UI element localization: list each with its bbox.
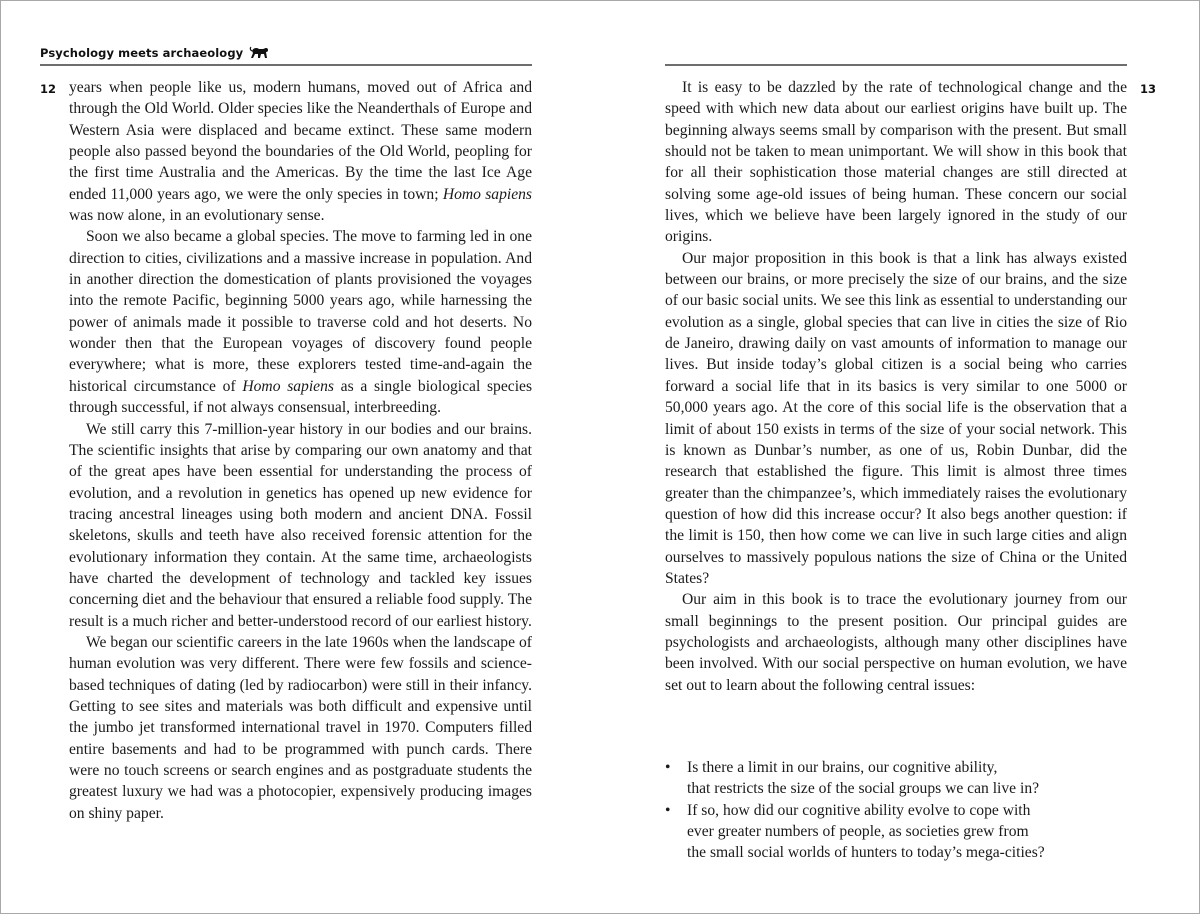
italic-text: Homo sapiens — [442, 185, 533, 203]
list-item — [665, 757, 1135, 800]
running-head-title: Psychology meets archaeology — [40, 46, 244, 60]
header-rule — [665, 64, 1127, 66]
paragraph — [69, 419, 532, 632]
paragraph — [69, 226, 532, 418]
list-item-line: Is there a limit in our brains, our cognitive ability, — [687, 759, 998, 776]
text-run: It is easy to be dazzled by the rate of technological change and the speed with which new data about our earliest origins have built up. The beginning always seems small by comparison with the present. But small should not be taken to mean unimportant. We will show in this book that for all their sophistication those material changes are still directed at solving some age-old issues of being human. These concern our social lives, which we believe have been largely ignored in the study of our origins. — [665, 79, 1127, 246]
text-run: We still carry this 7-million-year history in our bodies and our brains. The scientific insights that arise by comparing our own anatomy and that of the great apes have been essential for understanding the process of evolution, and a revolution in genetics has opened up new evidence for tracing ancestral lineages using both modern and ancient DNA. Fossil skeletons, skulls and teeth have also received forensic attention for the evolutionary information they contain. At the same time, archaeologists have charted the development of technology and tackled key issues concerning diet and the behaviour that ensured a reliable food supply. The result is a much richer and better-understood record of our earliest history. — [69, 420, 532, 630]
list-item-line: that restricts the size of the social groups we can live in? — [687, 780, 1040, 798]
paragraph — [69, 77, 532, 226]
bullet-icon: • — [665, 801, 671, 819]
bullet-icon: • — [665, 759, 671, 776]
text-run: Our major proposition in this book is that a link has always existed between our brains, or more precisely the size of our brains, and the size of our basic social units. We see this link as essential to understanding our evolution as a single, global species that can live in cities the size of Rio de Janeiro, drawing daily on vast amounts of information to manage our lives. But inside today’s global citizen is a social being who carries forward a social life that in its basics is very similar to one 5000 or 50,000 years ago. At the core of this social life is the observation that a limit of about 150 exists in terms of the size of your social network. This is known as Dunbar’s number, as one of us, Robin Dunbar, did the research that established the figure. This limit is almost three times greater than the chimpanzee’s, which immediately raises the evolutionary question of how did this increase occur? It also begs another question: if the limit is 150, then how come we can live in such large cities and align ourselves to massively populous nations the size of China or the United States? — [665, 249, 1127, 587]
left-body-text — [69, 77, 532, 824]
text-run: We began our scientific careers in the late 1960s when the landscape of human evolution was very different. There were few fossils and science-based techniques of dating (led by radiocarbon) were still in their infancy. Getting to see sites and materials was both difficult and expensive until the jumbo jet transformed international travel in 1970. Computers filled entire basements and had to be programmed with punch cards. There were no touch screens or search engines and as postgraduate students the greatest luxury we had was a photocopier, expensively producing images on shiny paper. — [69, 633, 532, 822]
list-item-line: ever greater numbers of people, as societies grew from — [687, 823, 1029, 841]
paragraph — [665, 248, 1127, 590]
paragraph — [665, 589, 1127, 696]
text-run: Soon we also became a global species. The move to farming led in one direction to cities, civilizations and a massive increase in population. And in another direction the domestication of plants provisioned the voyages into the remote Pacific, beginning 5000 years ago, while harnessing the power of animals made it possible to traverse cold and hot deserts. No wonder then that the European voyages of discovery found people everywhere; what is more, these explorers tested time-and-again the historical circumstance of — [69, 228, 532, 395]
list-item — [665, 800, 1135, 864]
text-run: as a single biological species through successful, if not always consensual, interbreeding. — [69, 377, 533, 417]
page-number: 13 — [1140, 82, 1157, 96]
list-item-line: the small social worlds of hunters to today’s mega-cities? — [687, 844, 1045, 862]
paragraph — [69, 632, 532, 824]
running-head — [40, 46, 269, 60]
page-number: 12 — [40, 82, 57, 96]
monkey-icon — [249, 46, 269, 60]
paragraph — [665, 77, 1127, 248]
right-page — [600, 0, 1200, 914]
central-issues-list — [665, 757, 1135, 864]
italic-text: Homo sapiens — [242, 377, 334, 395]
text-run: Our aim in this book is to trace the evolutionary journey from our small beginnings to the present position. Our principal guides are psychologists and archaeologists, although many other disciplines have been involved. With our social perspective on human evolution, we have set out to learn about the following central issues: — [665, 591, 1127, 694]
list-item-line: If so, how did our cognitive ability evolve to cope with — [687, 801, 1031, 819]
right-body-text — [665, 77, 1127, 696]
text-run: years when people like us, modern humans, moved out of Africa and through the Old World. Older species like the Neanderthals of Europe and Western Asia were displaced and became extinct. These same modern people also passed beyond the boundaries of the Old World, peopling for the first time Australia and the Americas. By the time the last Ice Age ended 11,000 years ago, we were the only species in town; — [69, 79, 532, 203]
text-run: was now alone, in an evolutionary sense. — [69, 207, 325, 225]
header-rule — [40, 64, 532, 66]
